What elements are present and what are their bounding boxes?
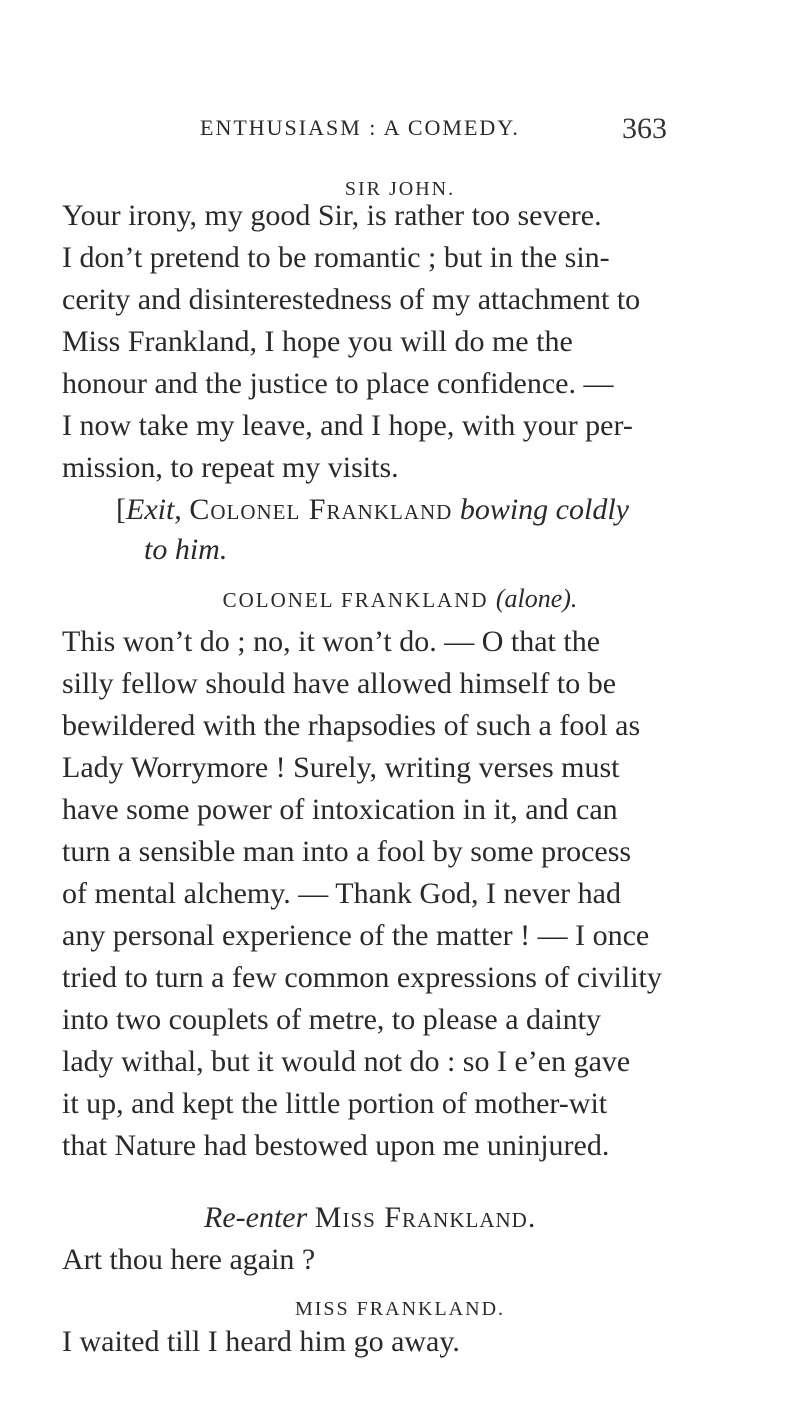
speaker-miss-frankland: MISS FRANKLAND. [294,1298,506,1320]
stage-action: Re-enter [204,1201,308,1234]
speech-line: Art thou here again ? [62,1243,316,1276]
exit-word: Exit, [126,493,182,526]
speech-line: honour and the justice to place confidence. — [62,367,614,400]
speech-line: tried to turn a few common expressions of civility [62,961,662,994]
speech-line: turn a sensible man into a fool by some process [62,835,632,868]
speech-line: This won’t do ; no, it won’t do. — O that the [62,625,601,658]
speech-line: mission, to repeat my visits. [62,451,399,484]
speech-line: silly fellow should have allowed himself to be [62,667,617,700]
speaker-direction: (alone). [495,584,578,613]
speech-line: I don’t pretend to be romantic ; but in the sin- [62,241,610,274]
speech-line: it up, and kept the little portion of mother-wit [62,1087,608,1120]
speech-line: I waited till I heard him go away. [62,1325,460,1358]
speech-line: of mental alchemy. — Thank God, I never had [62,877,621,910]
page-number: 363 [622,112,667,145]
speech-line: have some power of intoxication in it, and can [62,793,618,826]
speech-line: Miss Frankland, I hope you will do me the [62,325,573,358]
speaker-name: COLONEL FRANKLAND [222,588,489,612]
speech-line: bewildered with the rhapsodies of such a fool as [62,709,641,742]
speaker-colonel-frankland [0,584,800,614]
speech-line: Your irony, my good Sir, is rather too severe. [62,199,602,232]
speech-line: into two couplets of metre, to please a dainty [62,1003,602,1036]
character-name: Colonel Frankland [189,493,453,526]
speech-line: any personal experience of the matter ! — I once [62,919,650,952]
speech-line: lady withal, but it would not do : so I e’en gave [62,1045,631,1078]
stage-direction-exit [116,490,629,530]
stage-direction-reenter [204,1198,536,1238]
stage-action: bowing coldly [459,493,629,526]
speech-line: cerity and disinterestedness of my attachment to [62,283,641,316]
speech-line: I now take my leave, and I hope, with your per- [62,409,633,442]
speech-line: that Nature had bestowed upon me uninjured. [62,1129,610,1162]
character-name: Miss Frankland. [314,1201,537,1234]
bracket: [ [116,493,126,526]
running-title: ENTHUSIASM : A COMEDY. [200,115,520,140]
stage-direction-line2: to him. [144,533,228,566]
running-head [200,107,660,147]
speaker-sir-john: SIR JOHN. [344,178,456,200]
speech-line: Lady Worrymore ! Surely, writing verses must [62,751,620,784]
